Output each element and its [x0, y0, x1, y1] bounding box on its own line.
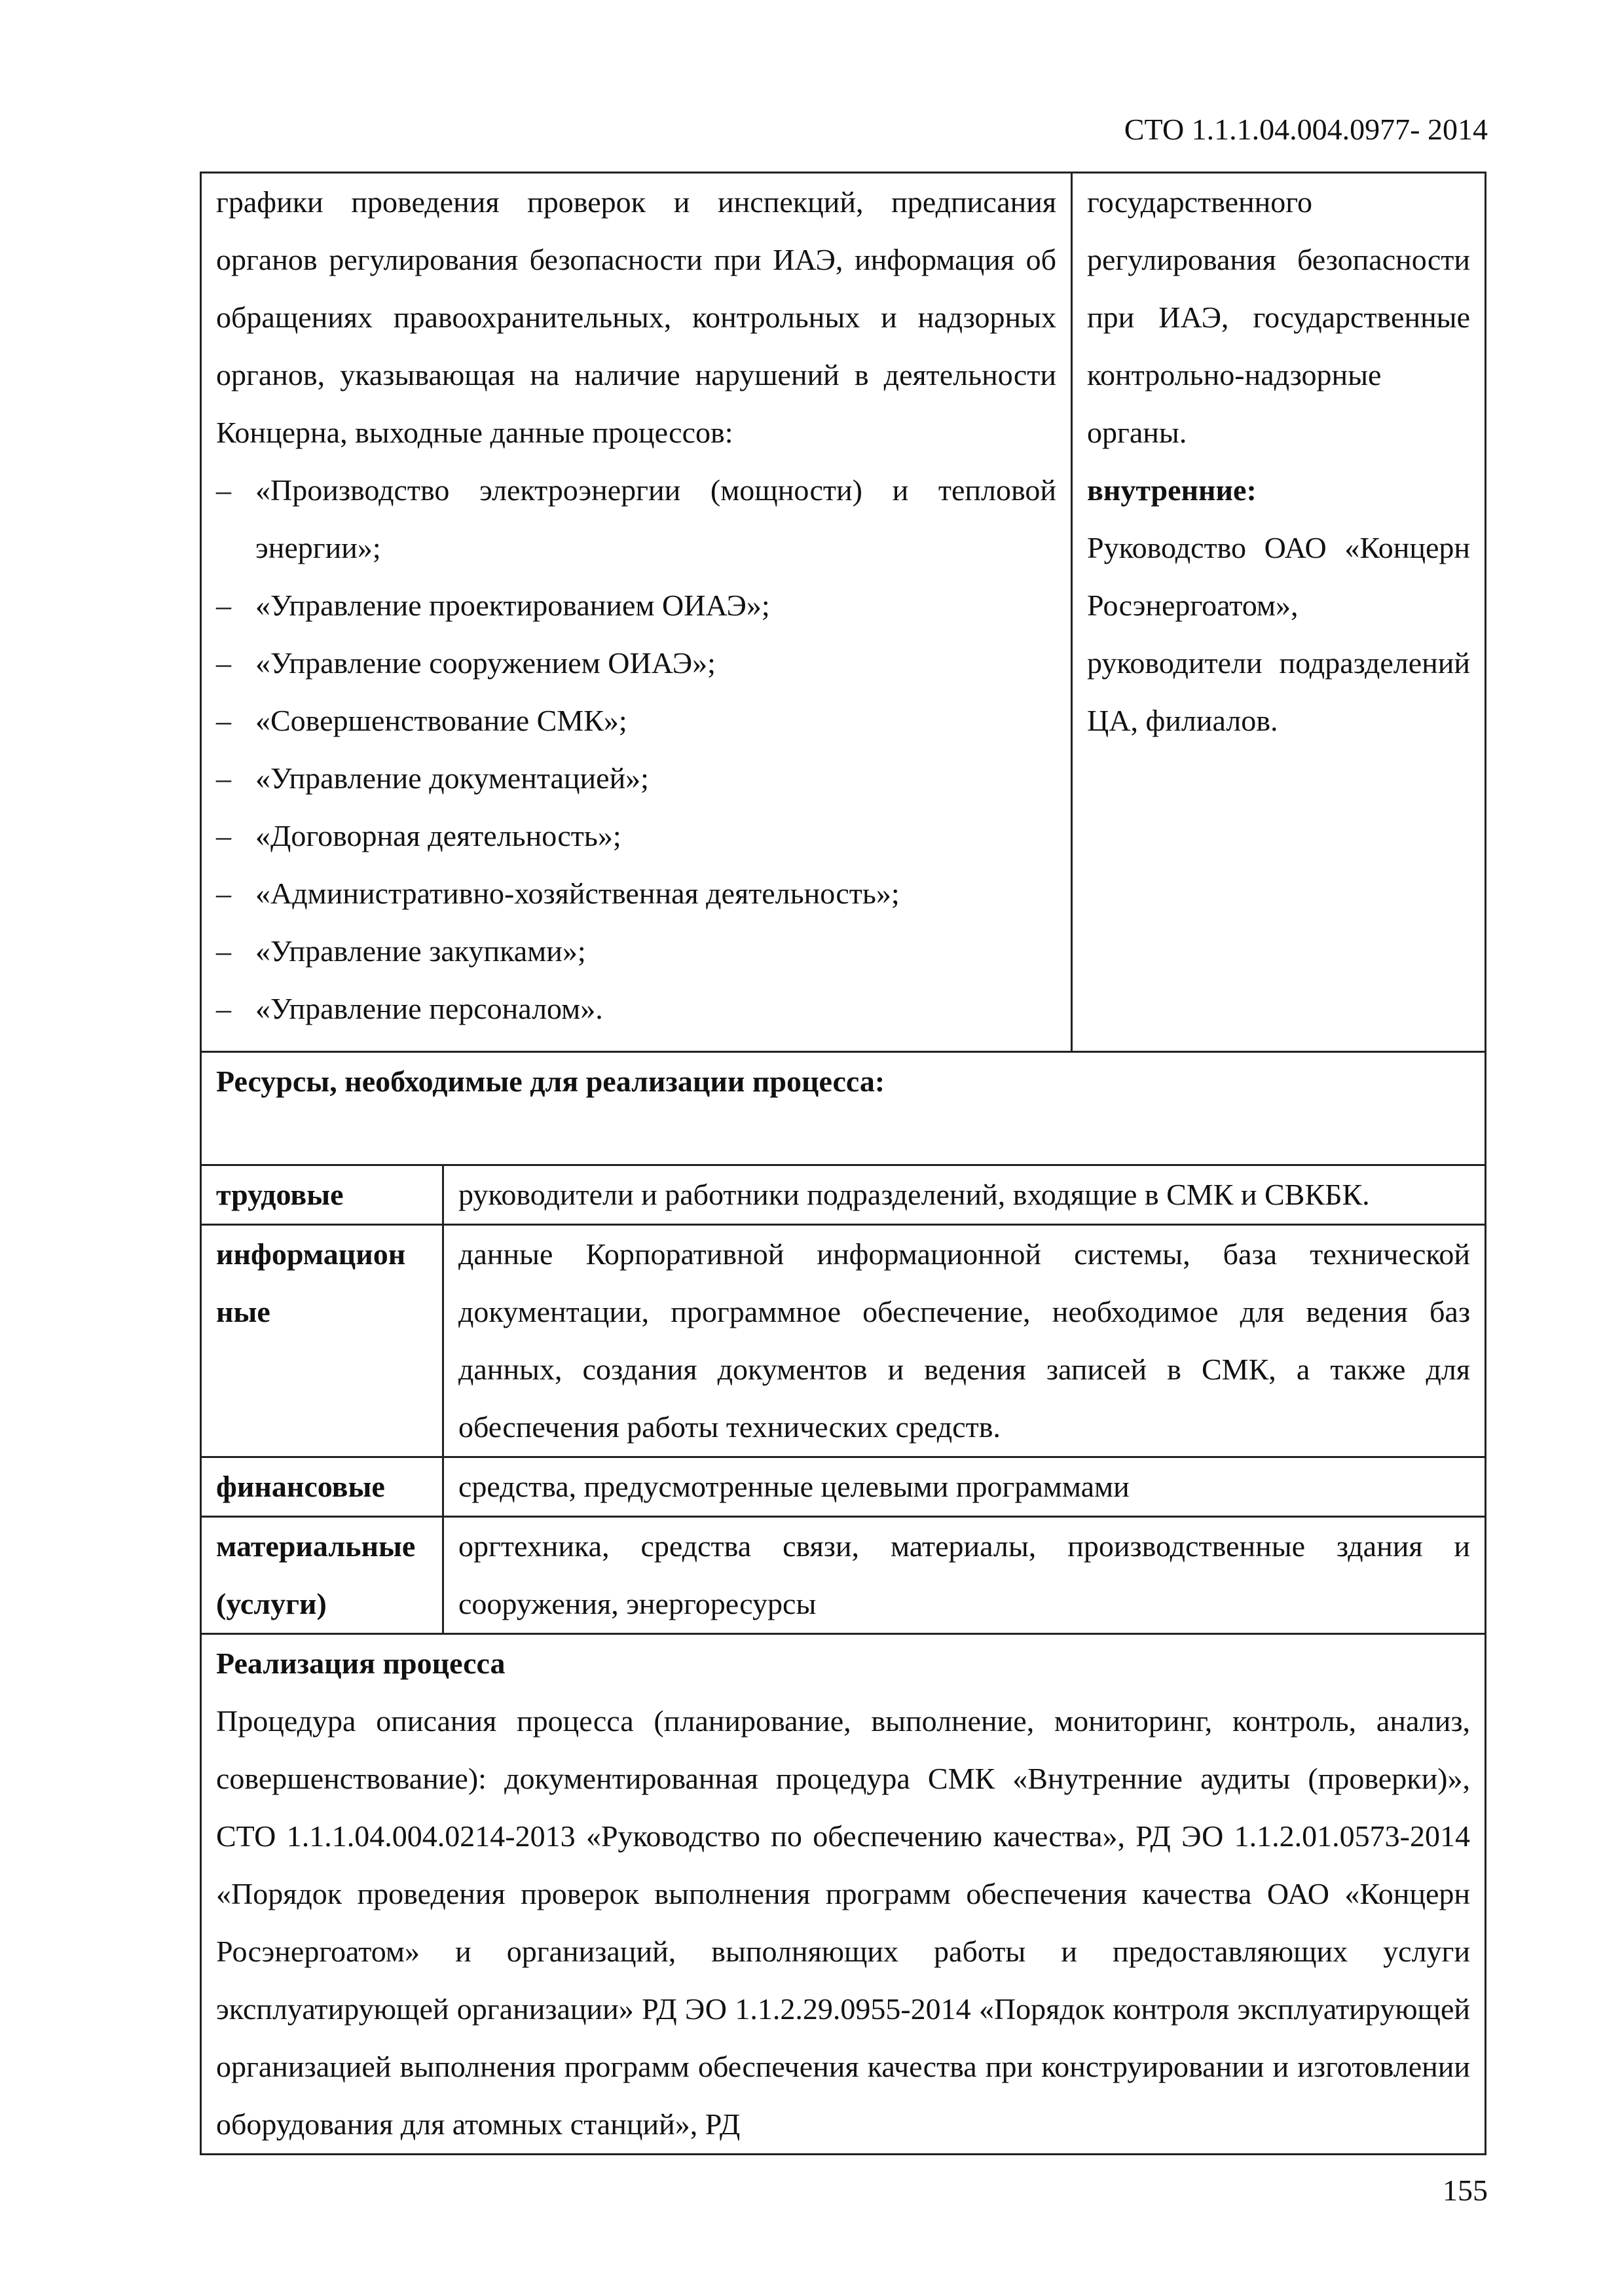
table-row: [201, 1517, 1486, 1634]
implementation-cell: [201, 1634, 1486, 2155]
list-item: – «Управление персоналом».: [216, 992, 603, 1025]
list-item: – «Управление документацией»;: [216, 761, 649, 795]
process-table: [200, 172, 1485, 2155]
document-code: СТО 1.1.1.04.004.0977- 2014: [1124, 113, 1488, 146]
list-item: – «Управление проектированием ОИАЭ»;: [216, 589, 770, 622]
resource-label: трудовые: [201, 1165, 443, 1225]
resource-label: финансовые: [201, 1457, 443, 1517]
implementation-text: Процедура описания процесса (планирование, выполнение, мониторинг, контроль, анализ, совершенствование): документированная процедура СМК «Внутренние аудиты (проверки)», СТО 1.1.1.04.004.0214-2013 «Руководство по обеспечению качества», РД ЭО 1.1.2.01.0573-2014 «Порядок проведения проверок выполнения программ обеспечения качества ОАО «Концерн Росэнергоатом» и организаций, выполняющих работы и предоставляющих услуги эксплуатирующей организации» РД ЭО 1.1.2.29.0955-2014 «Порядок контроля эксплуатирующей организацией выполнения программ обеспечения качества при конструировании и изготовлении оборудования для атомных станций», РД: [216, 1704, 1471, 2141]
internal-label: внутренние:: [1087, 473, 1257, 507]
resource-label: материальные (услуги): [201, 1517, 443, 1634]
consumers-cell: [1072, 173, 1486, 1052]
list-item: – «Управление сооружением ОИАЭ»;: [216, 646, 716, 680]
list-item: – «Управление закупками»;: [216, 934, 586, 968]
resource-text: средства, предусмотренные целевыми программами: [443, 1457, 1486, 1517]
outputs-cell: [201, 173, 1072, 1052]
list-item: – «Договорная деятельность»;: [216, 819, 621, 852]
resource-label: информацион ные: [201, 1225, 443, 1457]
table-row: [201, 1457, 1486, 1517]
table-row: [201, 1165, 1486, 1225]
outputs-intro: графики проведения проверок и инспекций, предписания органов регулирования безопасности при ИАЭ, информация об обращениях правоохранительных, контрольных и надзорных органов, указывающая на наличие нарушений в деятельности Концерна, выходные данные процессов:: [216, 185, 1057, 449]
table-row: [201, 1225, 1486, 1457]
resource-text: оргтехника, средства связи, материалы, производственные здания и сооружения, энергоресурсы: [443, 1517, 1486, 1634]
table-row-implementation: [201, 1634, 1486, 2155]
resources-title: Ресурсы, необходимые для реализации процесса:: [201, 1052, 1486, 1165]
table-row-outputs: [201, 173, 1486, 1052]
list-item: – «Производство электроэнергии (мощности) и тепловой энергии»;: [216, 473, 1057, 564]
page-number: 155: [1443, 2174, 1488, 2207]
external-consumers: государственного регулирования безопасности при ИАЭ, государственные контрольно-надзорные органы.: [1087, 185, 1471, 449]
list-item: – «Совершенствование СМК»;: [216, 704, 627, 737]
internal-consumers: Руководство ОАО «Концерн Росэнергоатом», руководители подразделений ЦА, филиалов.: [1087, 531, 1471, 737]
resource-text: руководители и работники подразделений, входящие в СМК и СВКБК.: [443, 1165, 1486, 1225]
table-row-resources-title: [201, 1052, 1486, 1165]
resource-text: данные Корпоративной информационной системы, база технической документации, программное обеспечение, необходимое для ведения баз данных, создания документов и ведения записей в СМК, а также для обеспечения работы технических средств.: [443, 1225, 1486, 1457]
implementation-title: Реализация процесса: [216, 1647, 506, 1680]
outputs-list: [216, 462, 1056, 1038]
list-item: – «Административно-хозяйственная деятельность»;: [216, 877, 900, 910]
